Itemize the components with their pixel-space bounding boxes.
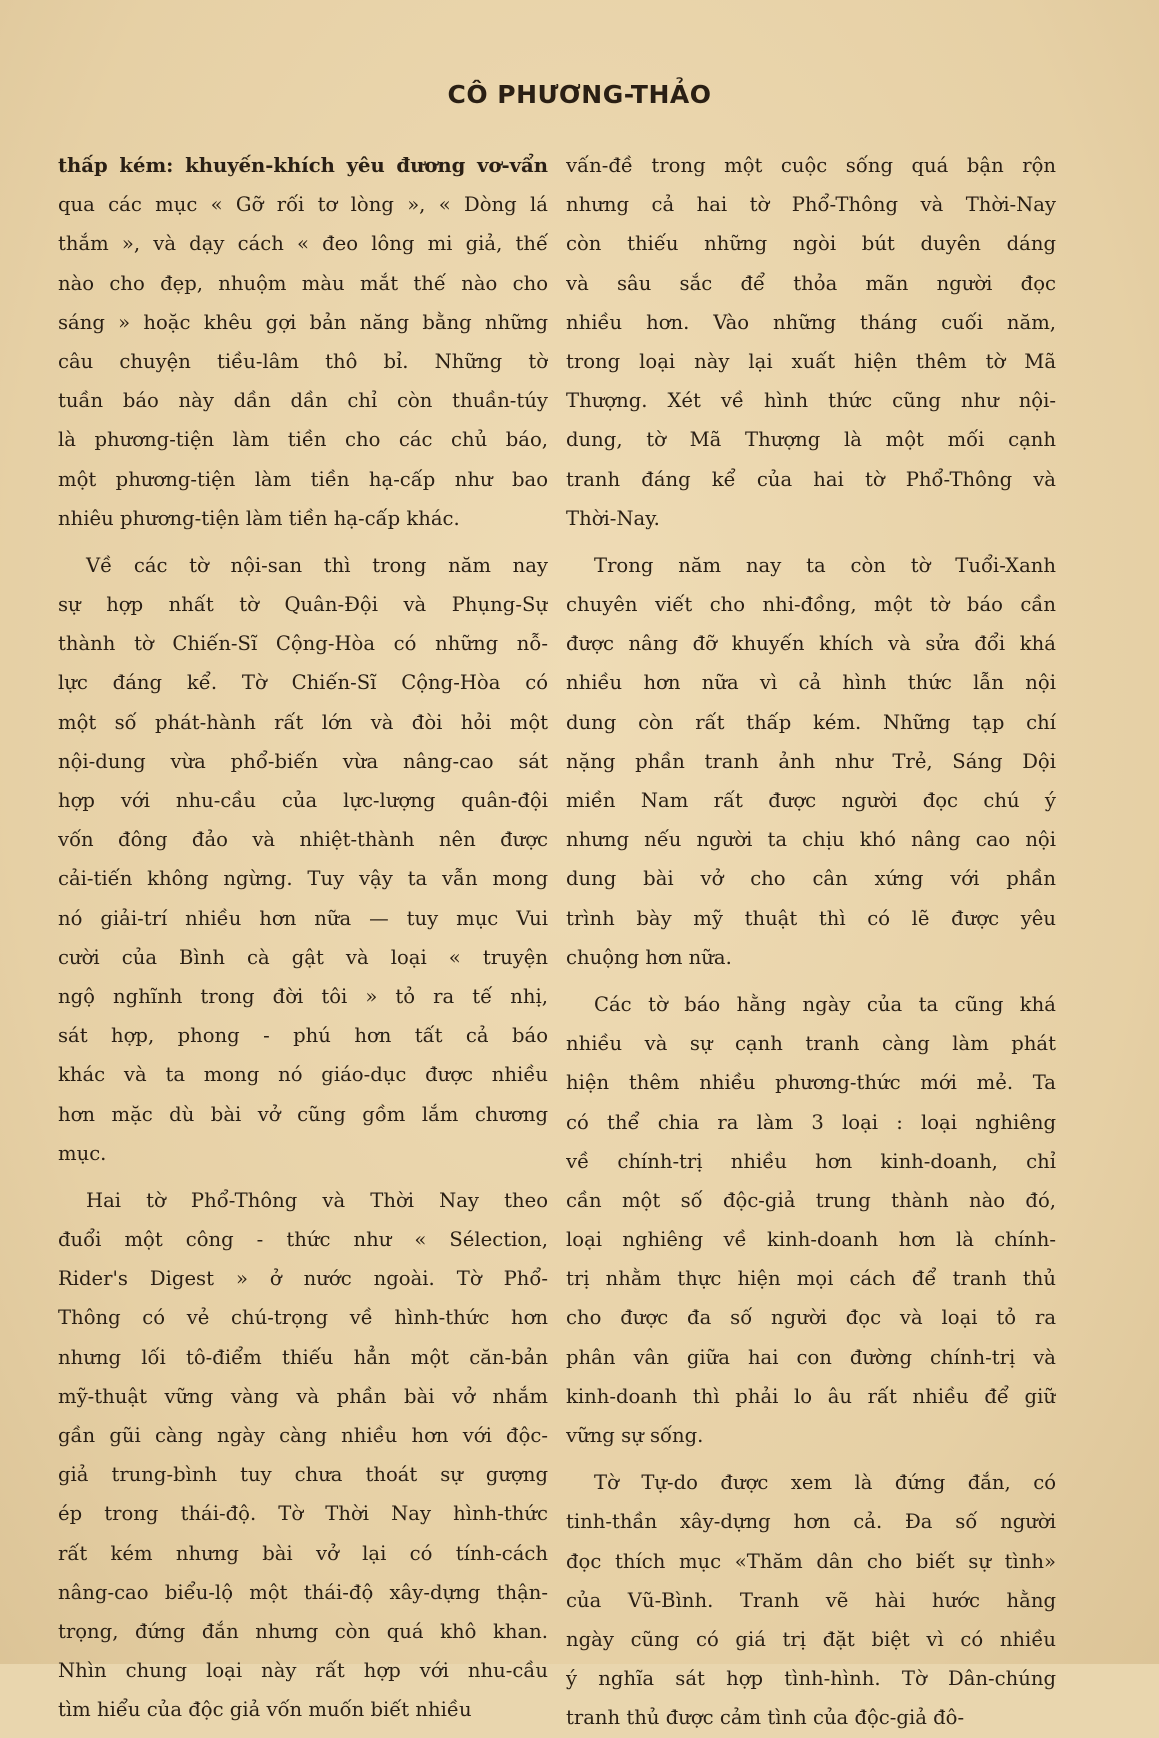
text-line: sự hợp nhất tờ Quân-Đội và Phụng-Sự xyxy=(58,593,548,617)
left-text-column xyxy=(58,146,548,1730)
text-line: vững sự sống. xyxy=(566,1424,704,1447)
text-line: kinh-doanh thì phải lo âu rất nhiều để giữ xyxy=(566,1384,1056,1408)
text-line: loại nghiêng về kinh-doanh hơn là chính- xyxy=(566,1228,1056,1252)
text-line: trong loại này lại xuất hiện thêm tờ Mã xyxy=(566,349,1056,373)
text-line: khác và ta mong nó giáo-dục được nhiều xyxy=(58,1063,548,1087)
text-line: hợp với nhu-cầu của lực-lượng quân-đội xyxy=(58,789,548,812)
text-line: ép trong thái-độ. Tờ Thời Nay hình-thức xyxy=(58,1502,548,1526)
text-line: thắm », và dạy cách « đeo lông mi giả, thế xyxy=(58,232,548,256)
text-line: hiện thêm nhiều phương-thức mới mẻ. Ta xyxy=(566,1071,1056,1095)
text-line: chuộng hơn nữa. xyxy=(566,945,732,969)
text-line: lực đáng kể. Tờ Chiến-Sĩ Cộng-Hòa có xyxy=(58,671,548,695)
text-line: mục. xyxy=(58,1141,107,1165)
text-line: trị nhằm thực hiện mọi cách để tranh thủ xyxy=(566,1267,1056,1291)
text-line: nhiều hơn nữa vì cả hình thức lẫn nội xyxy=(566,671,1056,695)
text-line: nó giải-trí nhiều hơn nữa — tuy mục Vui xyxy=(58,906,548,930)
text-line: Nhìn chung loại này rất hợp với nhu-cầu xyxy=(58,1659,548,1683)
text-line: tinh-thần xây-dựng hơn cả. Đa số người xyxy=(566,1510,1056,1534)
text-line: câu chuyện tiều-lâm thô bỉ. Những tờ xyxy=(58,349,548,373)
text-line: miền Nam rất được người đọc chú ý xyxy=(566,789,1056,812)
text-line: có thể chia ra làm 3 loại : loại nghiêng xyxy=(566,1110,1056,1134)
text-line: gần gũi càng ngày càng nhiều hơn với độc- xyxy=(58,1424,548,1447)
text-line: còn thiếu những ngòi bút duyên dáng xyxy=(566,232,1056,256)
text-line: là phương-tiện làm tiền cho các chủ báo, xyxy=(58,428,548,452)
text-line: rất kém nhưng bài vở lại có tính-cách xyxy=(58,1541,548,1565)
text-line: nhiều hơn. Vào những tháng cuối năm, xyxy=(566,310,1056,334)
text-line: Hai tờ Phổ-Thông và Thời Nay theo xyxy=(86,1188,548,1212)
text-line: tuần báo này dần dần chỉ còn thuần-túy xyxy=(58,389,548,413)
text-line: Về các tờ nội-san thì trong năm nay xyxy=(86,553,548,577)
text-line: thành tờ Chiến-Sĩ Cộng-Hòa có những nỗ- xyxy=(58,632,548,656)
text-line: giả trung-bình tuy chưa thoát sự gượng xyxy=(58,1463,548,1487)
text-line: dung còn rất thấp kém. Những tạp chí xyxy=(566,710,1056,734)
text-line: thấp kém: khuyến-khích yêu đương vơ-vẩn xyxy=(58,154,548,177)
text-line: cải-tiến không ngừng. Tuy vậy ta vẫn mong xyxy=(58,867,548,891)
text-line: Thông có vẻ chú-trọng về hình-thức hơn xyxy=(58,1306,548,1330)
text-line: Thượng. Xét về hình thức cũng như nội- xyxy=(566,389,1056,413)
text-line: dung, tờ Mã Thượng là một mối cạnh xyxy=(566,428,1056,452)
text-line: nội-dung vừa phổ-biến vừa nâng-cao sát xyxy=(58,749,548,773)
text-line: nhưng cả hai tờ Phổ-Thông và Thời-Nay xyxy=(566,193,1056,217)
text-line: nhiêu phương-tiện làm tiền hạ-cấp khác. xyxy=(58,506,460,530)
text-line: qua các mục « Gỡ rối tơ lòng », « Dòng lá xyxy=(58,193,548,217)
text-line: ngộ nghĩnh trong đời tôi » tỏ ra tế nhị, xyxy=(58,984,548,1008)
text-line: cần một số độc-giả trung thành nào đó, xyxy=(566,1188,1056,1212)
text-line: một số phát-hành rất lớn và đòi hỏi một xyxy=(58,710,548,734)
text-line: trình bày mỹ thuật thì có lẽ được yêu xyxy=(566,906,1056,930)
text-line: sát hợp, phong - phú hơn tất cả báo xyxy=(58,1024,548,1048)
text-line: cho được đa số người đọc và loại tỏ ra xyxy=(566,1306,1056,1330)
text-line: phân vân giữa hai con đường chính-trị và xyxy=(566,1345,1056,1369)
right-text-column xyxy=(566,146,1056,1738)
text-line: Trong năm nay ta còn tờ Tuổi-Xanh xyxy=(594,553,1056,577)
text-line: của Vũ-Bình. Tranh vẽ hài hước hằng xyxy=(566,1588,1056,1612)
text-line: được nâng đỡ khuyến khích và sửa đổi khá xyxy=(566,632,1056,656)
text-line: cười của Bình cà gật và loại « truyện xyxy=(58,945,548,969)
text-line: Tờ Tự-do được xem là đứng đắn, có xyxy=(594,1471,1056,1495)
text-line: Rider's Digest » ở nước ngoài. Tờ Phổ- xyxy=(58,1267,548,1291)
text-line: hơn mặc dù bài vở cũng gồm lắm chương xyxy=(58,1102,548,1126)
text-line: nâng-cao biểu-lộ một thái-độ xây-dựng thận- xyxy=(58,1580,548,1604)
text-line: ý nghĩa sát hợp tình-hình. Tờ Dân-chúng xyxy=(566,1667,1056,1691)
text-line: một phương-tiện làm tiền hạ-cấp như bao xyxy=(58,467,548,491)
text-line: vốn đông đảo và nhiệt-thành nên được xyxy=(58,828,548,852)
text-line: trọng, đứng đắn nhưng còn quá khô khan. xyxy=(58,1619,548,1643)
text-line: nặng phần tranh ảnh như Trẻ, Sáng Dội xyxy=(566,749,1056,773)
text-line: dung bài vở cho cân xứng với phần xyxy=(566,867,1056,891)
text-line: Thời-Nay. xyxy=(566,506,660,530)
text-line: về chính-trị nhiều hơn kinh-doanh, chỉ xyxy=(566,1149,1056,1173)
text-line: ngày cũng có giá trị đặt biệt vì có nhiều xyxy=(566,1627,1056,1651)
text-line: đọc thích mục «Thăm dân cho biết sự tình» xyxy=(566,1549,1056,1573)
text-line: Các tờ báo hằng ngày của ta cũng khá xyxy=(594,992,1056,1016)
text-line: nhiều và sự cạnh tranh càng làm phát xyxy=(566,1032,1056,1056)
text-line: tranh đáng kể của hai tờ Phổ-Thông và xyxy=(566,467,1056,491)
text-line: sáng » hoặc khêu gợi bản năng bằng những xyxy=(58,310,548,334)
running-head: CÔ PHƯƠNG-THẢO xyxy=(447,80,712,109)
text-line: mỹ-thuật vững vàng và phần bài vở nhắm xyxy=(58,1384,548,1408)
text-line: vấn-đề trong một cuộc sống quá bận rộn xyxy=(566,154,1056,177)
text-line: nhưng lối tô-điểm thiếu hẳn một căn-bản xyxy=(58,1345,548,1369)
text-line: tìm hiểu của độc giả vốn muốn biết nhiều xyxy=(58,1698,472,1722)
text-line: nào cho đẹp, nhuộm màu mắt thế nào cho xyxy=(58,271,548,295)
text-line: và sâu sắc để thỏa mãn người đọc xyxy=(566,271,1056,295)
text-line: chuyên viết cho nhi-đồng, một tờ báo cần xyxy=(566,593,1056,617)
text-line: tranh thủ được cảm tình của độc-giả đô- xyxy=(566,1706,965,1730)
text-line: đuổi một công - thức như « Sélection, xyxy=(58,1228,548,1252)
text-line: nhưng nếu người ta chịu khó nâng cao nội xyxy=(566,828,1056,852)
